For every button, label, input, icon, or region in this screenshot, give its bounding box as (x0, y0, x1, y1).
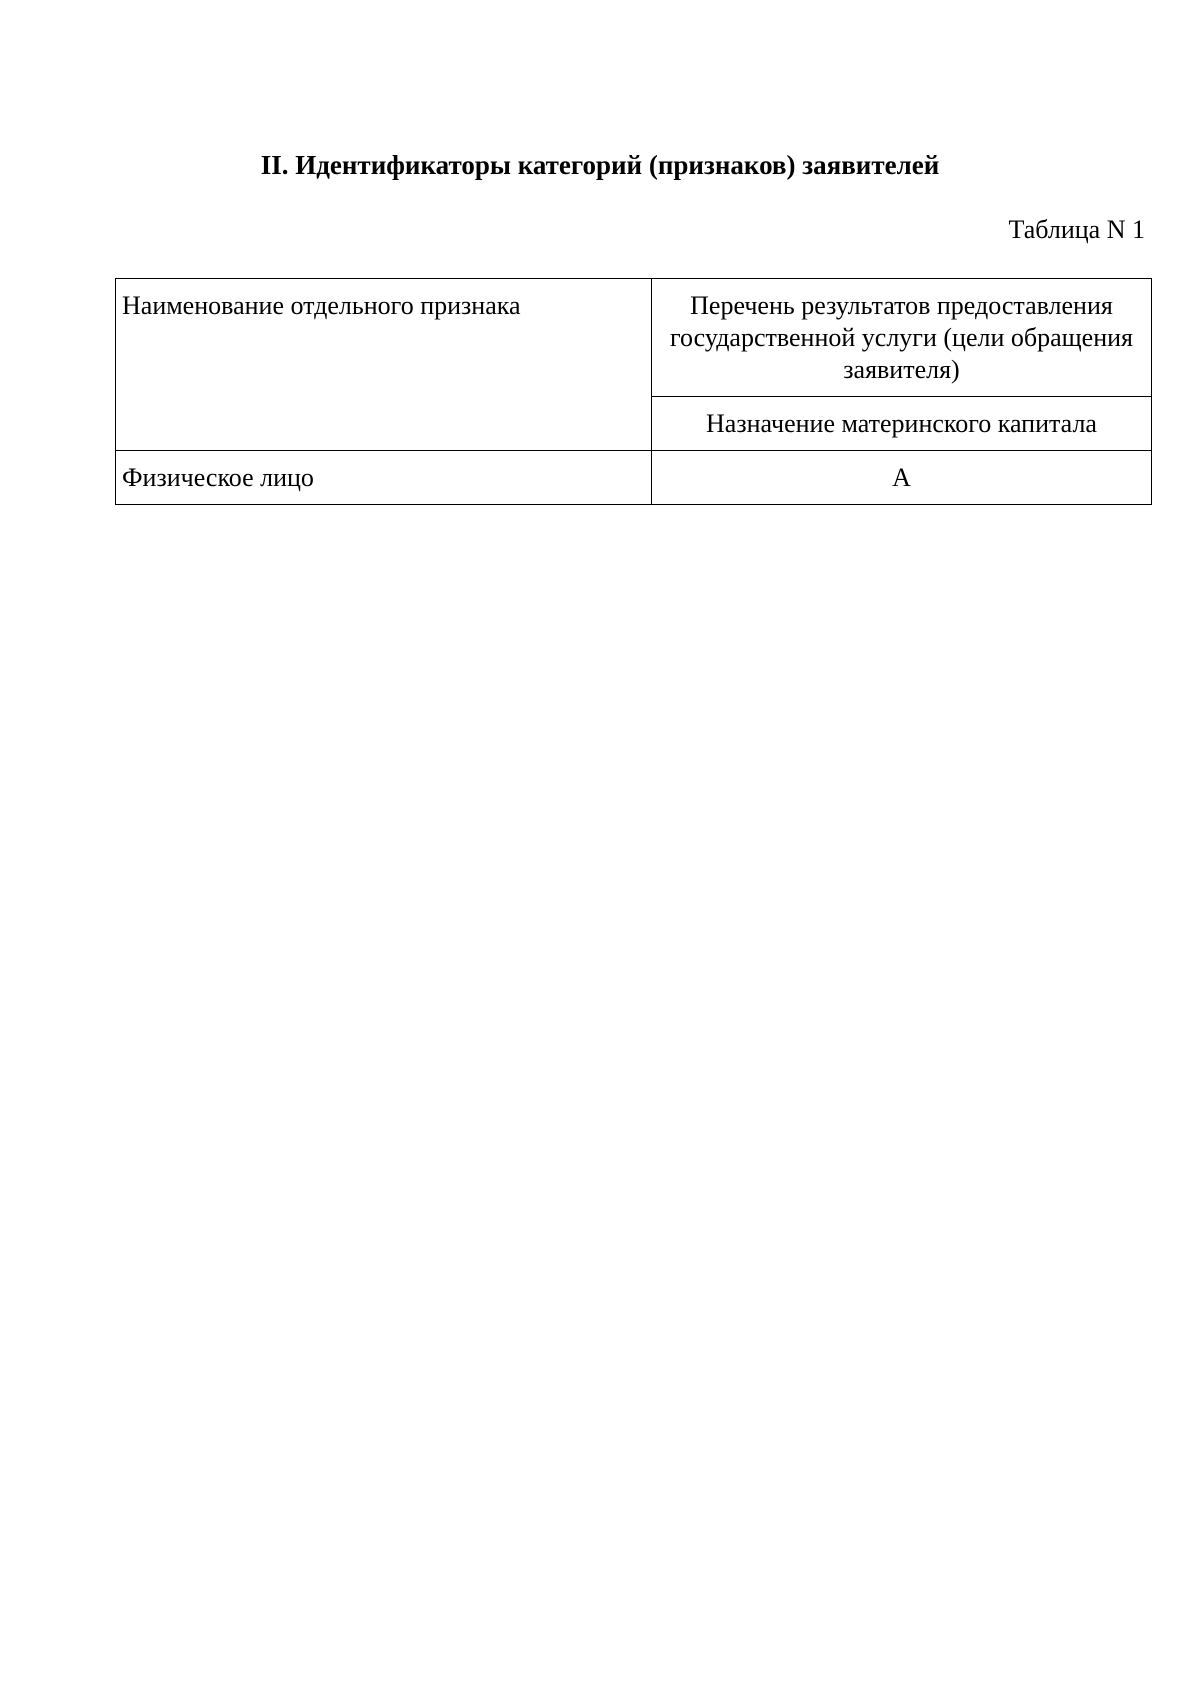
page-title: II. Идентификаторы категорий (признаков) заявителей (260, 150, 940, 180)
identifier-value: А (892, 463, 911, 492)
table-cell-identifier (652, 451, 1152, 505)
table-caption: Таблица N 1 (1008, 215, 1145, 244)
header-maternity-capital-label: Назначение материнского капитала (706, 409, 1097, 438)
feature-value: Физическое лицо (122, 463, 314, 492)
applicant-categories-table (115, 278, 1152, 505)
table-header-row (116, 279, 1152, 397)
header-cell-maternity-capital (652, 397, 1152, 451)
header-service-results-label: Перечень результатов предоставления государственной услуги (цели обращения заявителя) (669, 291, 1133, 384)
header-cell-feature-name (116, 279, 652, 451)
header-feature-name-label: Наименование отдельного признака (122, 291, 521, 320)
header-cell-service-results (652, 279, 1152, 397)
table-cell-feature (116, 451, 652, 505)
table-row (116, 451, 1152, 505)
